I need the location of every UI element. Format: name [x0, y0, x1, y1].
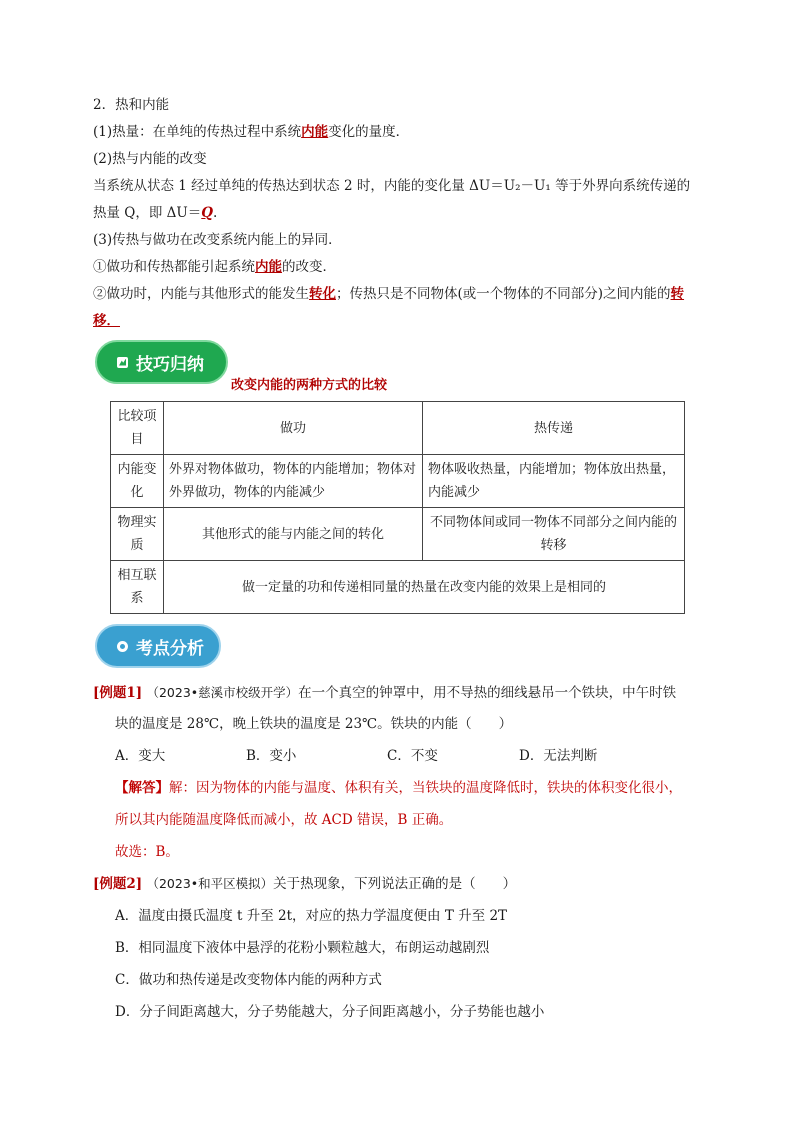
keyword-transfer-2: 移．	[93, 313, 120, 329]
table-cell: 不同物体间或同一物体不同部分之间内能的转移	[423, 508, 685, 561]
example1-option: B．变小	[246, 748, 297, 764]
table-cell-merged: 做一定量的功和传递相同量的热量在改变内能的效果上是相同的	[164, 561, 685, 614]
keyword-internal-energy: 内能	[301, 124, 329, 140]
example1-tag: [例题1]	[93, 685, 143, 701]
text: (1)热量：在单纯的传热过程中系统	[93, 124, 302, 140]
text: 变化的量度．	[328, 124, 410, 140]
text: ②做功时，内能与其他形式的能发生	[93, 286, 309, 302]
paragraph-compare: (3)传热与做功在改变系统内能上的异同．	[93, 232, 342, 248]
table-header-cell: 做功	[164, 402, 423, 455]
example2-stem-text: 关于热现象，下列说法正确的是（ ）	[273, 876, 517, 892]
paragraph-state-change: 当系统从状态 1 经过单纯的传热达到状态 2 时，内能的变化量 ΔU＝U₂－U₁ 等于外界向系统传递的	[93, 178, 691, 194]
example1-choice: 故选：B。	[115, 844, 179, 860]
table-row	[111, 561, 685, 614]
example1-stem	[93, 683, 676, 703]
paragraph-point-2-cont	[93, 311, 120, 331]
example2-option: A．温度由摄氏温度 t 升至 2t，对应的热力学温度便由 T 升至 2T	[115, 908, 508, 924]
example1-stem-line1: 在一个真空的钟罩中，用不导热的细线悬吊一个铁块，中午时铁	[298, 685, 677, 701]
example2-option: D．分子间距离越大，分子势能越大，分子间距离越小，分子势能也越小	[115, 1004, 545, 1020]
analysis-badge	[95, 624, 221, 668]
answer-tag: 【解答】	[115, 780, 169, 796]
example2-stem	[93, 874, 516, 894]
text: 的改变．	[282, 259, 336, 275]
table-header-cell: 比较项目	[111, 402, 164, 455]
example1-option: D．无法判断	[519, 748, 598, 764]
keyword-conversion: 转化	[309, 286, 336, 302]
answer-text: 解：因为物体的内能与温度、体积有关，当铁块的温度降低时，铁块的体积变化很小，	[169, 780, 682, 796]
table-cell: 其他形式的能与内能之间的转化	[164, 508, 423, 561]
example1-answer-line2: 所以其内能随温度降低而减小，故 ACD 错误，B 正确。	[115, 812, 453, 828]
tips-badge-label: 技巧归纳	[136, 354, 204, 375]
example1-answer-line1	[115, 778, 682, 798]
tips-badge	[95, 340, 228, 384]
table-cell: 外界对物体做功，物体的内能增加；物体对外界做功，物体的内能减少	[164, 455, 423, 508]
comparison-table	[110, 401, 685, 614]
text: .	[213, 205, 218, 221]
paragraph-point-1	[93, 257, 336, 277]
example2-source: （2023•和平区模拟）	[146, 876, 274, 891]
table-header-row	[111, 402, 685, 455]
section-heading: 2．热和内能	[93, 97, 170, 113]
paragraph-heat-q	[93, 203, 217, 223]
table-row	[111, 508, 685, 561]
keyword-transfer-1: 转	[670, 286, 685, 302]
paragraph-heat-quantity	[93, 122, 409, 142]
example2-option: C．做功和热传递是改变物体内能的两种方式	[115, 972, 382, 988]
table-header-cell: 热传递	[423, 402, 685, 455]
text: ①做功和传热都能引起系统	[93, 259, 255, 275]
table-row	[111, 455, 685, 508]
keyword-internal-energy-2: 内能	[255, 259, 282, 275]
example1-source: （2023•慈溪市校级开学）	[146, 685, 299, 700]
table-row-label: 相互联系	[111, 561, 164, 614]
keyword-q: Q	[201, 205, 214, 221]
example1-option: A．变大	[115, 748, 166, 764]
table-row-label: 物理实质	[111, 508, 164, 561]
table-row-label: 内能变化	[111, 455, 164, 508]
example1-option: C．不变	[387, 748, 438, 764]
text: 热量 Q，即 ΔU＝	[93, 205, 202, 221]
analysis-badge-label: 考点分析	[136, 638, 204, 659]
example2-option: B．相同温度下液体中悬浮的花粉小颗粒越大，布朗运动越剧烈	[115, 940, 490, 956]
example2-tag: [例题2]	[93, 876, 143, 892]
table-caption: 改变内能的两种方式的比较	[231, 378, 388, 393]
text: ；传热只是不同物体(或一个物体的不同部分)之间内能的	[336, 286, 671, 302]
dot-icon	[117, 641, 128, 652]
example1-stem-line2: 块的温度是 28℃，晚上铁块的温度是 23℃。铁块的内能（ ）	[115, 716, 513, 732]
paragraph-heat-and-energy: (2)热与内能的改变	[93, 151, 207, 167]
paragraph-point-2	[93, 284, 684, 304]
chart-icon	[117, 357, 128, 368]
table-cell: 物体吸收热量，内能增加；物体放出热量，内能减少	[423, 455, 685, 508]
